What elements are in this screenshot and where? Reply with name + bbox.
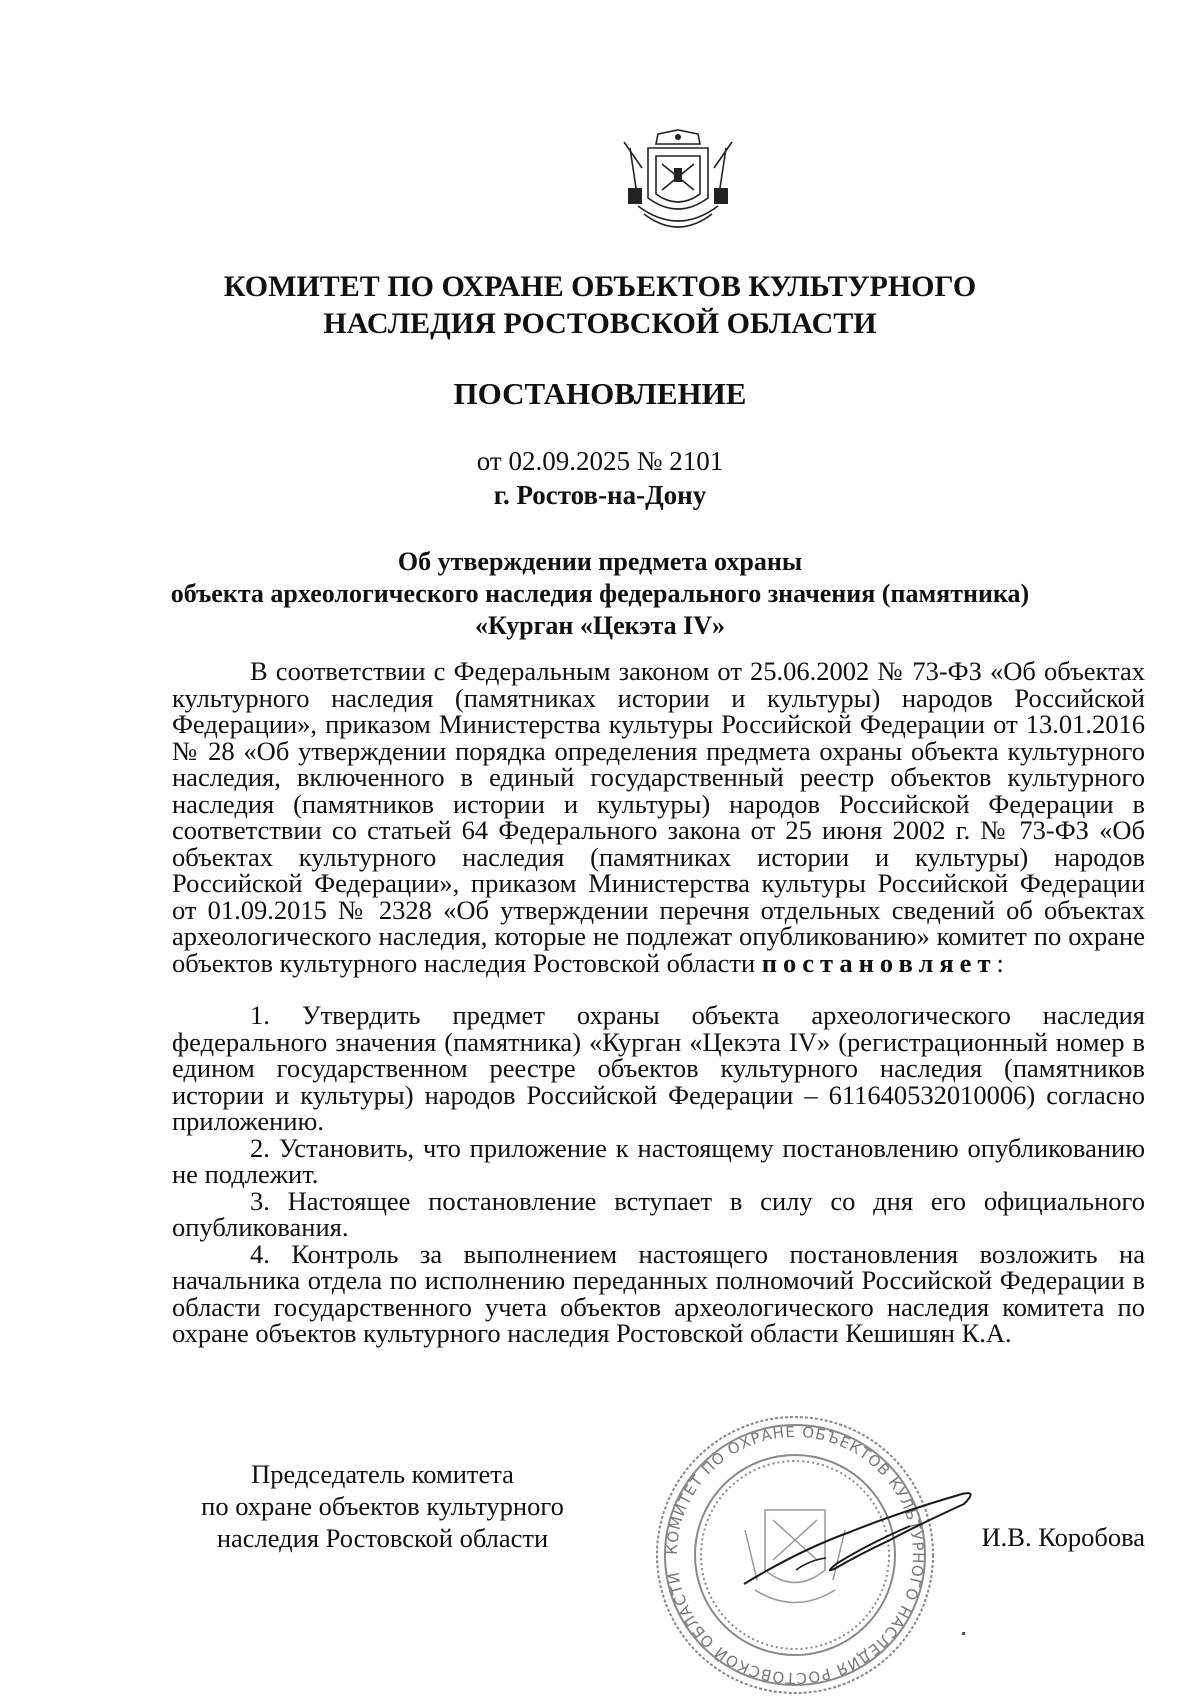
preamble-text: В соответствии с Федеральным законом от 25.06.2002 № 73-ФЗ «Об объектах культурного наследия (памятниках истории и культуры) народов Российской Федерации», приказом Министерства культуры Российской Федерации от 13.01.2016 № 28 «Об утверждении порядка определения предмета охраны объекта культурного наследия, включенного в единый государственный реестр объектов культурного наследия (памятников истории и культуры) народов Российской Федерации в соответствии со статьей 64 Федерального закона от 25 июня 2002 г. № 73-ФЗ «Об объектах культурного наследия (памятниках истории и культуры) народов Российской Федерации», приказом Министерства культуры Российской Федерации от 01.09.2015 № 2328 «Об утверждении перечня отдельных сведений об объектах археологического наследия, которые не подлежат опубликованию» комитет по охране объектов культурного наследия Ростовской области xyxy=(172,656,1145,978)
handwritten-signature-icon xyxy=(740,1480,980,1590)
document-title xyxy=(0,546,1200,642)
document-body xyxy=(172,658,1145,1347)
preamble-paragraph xyxy=(172,658,1145,976)
item-paragraph-4: 4. Контроль за выполнением настоящего постановления возложить на начальника отдела по исполнению переданных полномочий Российской Федерации в области государственного учета объектов археологического наследия комитета по охране объектов культурного наследия Ростовской области Кешишян К.А. xyxy=(172,1238,1145,1348)
document-title-line2: объекта археологического наследия федерального значения (памятника) xyxy=(170,579,1030,608)
organization-name xyxy=(0,268,1200,342)
coat-of-arms-icon xyxy=(618,128,738,240)
item-paragraph-3: 3. Настоящее постановление вступает в силу со дня его официального опубликования. xyxy=(172,1185,1145,1242)
item-paragraph-1: 1. Утвердить предмет охраны объекта археологического наследия федерального значения (памятника) «Курган «Цекэта IV» (регистрационный номер в едином государственном реестре объектов культурного наследия (памятников истории и культуры) народов Российской Федерации – 611640532010006) согласно приложению. xyxy=(172,1000,1145,1136)
signatory-position xyxy=(170,1458,595,1554)
document-title-line3: «Курган «Цекэта IV» xyxy=(474,611,726,640)
signatory-position-line2: по охране объектов культурного xyxy=(201,1491,564,1521)
item-paragraph-2: 2. Установить, что приложение к настоящему постановлению опубликованию не подлежит. xyxy=(172,1132,1145,1189)
organization-name-line2: НАСЛЕДИЯ РОСТОВСКОЙ ОБЛАСТИ xyxy=(323,307,877,340)
decree-word: постановляет xyxy=(761,947,997,978)
organization-name-line1: КОМИТЕТ ПО ОХРАНЕ ОБЪЕКТОВ КУЛЬТУРНОГО xyxy=(223,270,977,303)
signatory-position-line1: Председатель комитета xyxy=(251,1459,514,1489)
signatory-position-line3: наследия Ростовской области xyxy=(216,1523,549,1553)
scan-speck xyxy=(962,1632,965,1635)
signatory-name: И.В. Коробова xyxy=(981,1522,1145,1552)
document-title-line1: Об утверждении предмета охраны xyxy=(397,547,803,576)
stamp-ring-text: КОМИТЕТ ПО ОХРАНЕ ОБЪЕКТОВ КУЛЬТУРНОГО НАСЛЕДИЯ РОСТОВСКОЙ ОБЛАСТИ xyxy=(662,1422,928,1688)
document-date-number: от 02.09.2025 № 2101 xyxy=(476,446,724,476)
document-type: ПОСТАНОВЛЕНИЕ xyxy=(453,376,747,411)
decree-colon: : xyxy=(996,947,1004,978)
document-city: г. Ростов-на-Дону xyxy=(493,480,707,510)
